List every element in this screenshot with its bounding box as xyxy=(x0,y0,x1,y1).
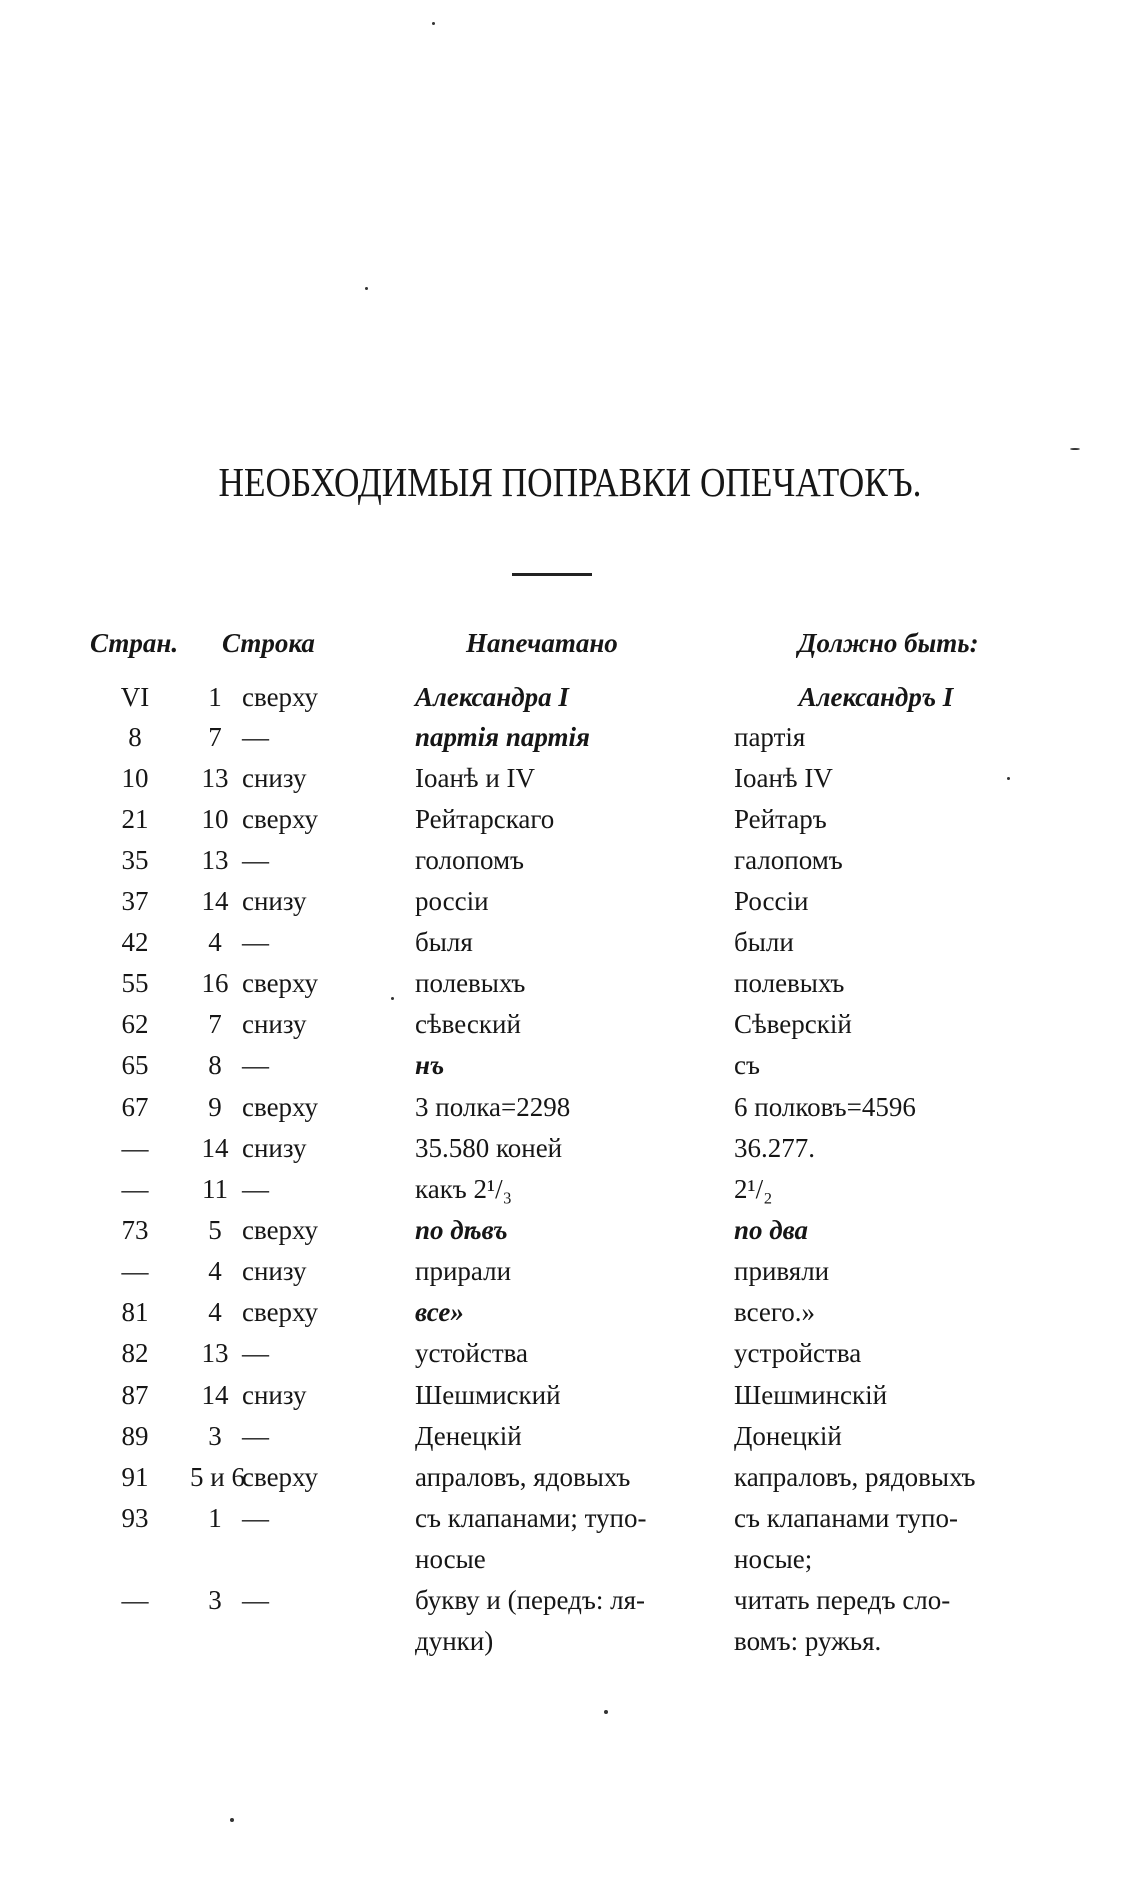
cell-page: 87 xyxy=(121,1380,149,1410)
cell-printed: полевыхъ xyxy=(415,968,526,998)
page-speck xyxy=(432,22,435,25)
cell-correct: Сѣверскій xyxy=(734,1009,852,1039)
page-speck xyxy=(1070,448,1080,450)
cell-correct: читать передъ сло- xyxy=(734,1585,951,1615)
cell-line: 5 xyxy=(208,1215,222,1245)
cell-correct: Александръ I xyxy=(798,682,954,712)
table-row xyxy=(0,1503,1140,1543)
cell-position: — xyxy=(242,1174,269,1204)
cell-line: 7 xyxy=(208,1009,222,1039)
table-row xyxy=(0,927,1140,967)
cell-printed: быля xyxy=(415,927,473,957)
table-row xyxy=(0,1256,1140,1296)
page-speck xyxy=(1007,777,1010,780)
cell-page: 21 xyxy=(121,804,149,834)
cell-printed: букву и (передъ: ля- xyxy=(415,1585,645,1615)
cell-printed: сѣвеский xyxy=(415,1009,521,1039)
cell-line: 14 xyxy=(201,1380,229,1410)
cell-printed: Рейтарскаго xyxy=(415,804,555,834)
cell-position: снизу xyxy=(242,886,307,916)
cell-line: 3 xyxy=(208,1585,222,1615)
cell-line: 16 xyxy=(201,968,229,998)
cell-position: снизу xyxy=(242,1256,307,1286)
cell-line: 1 xyxy=(208,682,222,712)
cell-page: 62 xyxy=(121,1009,149,1039)
cell-page: 65 xyxy=(121,1050,149,1080)
cell-printed: дунки) xyxy=(415,1626,494,1656)
cell-line: 10 xyxy=(201,804,229,834)
cell-page: 55 xyxy=(121,968,149,998)
cell-printed: Іоанѣ и IV xyxy=(415,763,536,793)
table-row xyxy=(0,1462,1140,1502)
cell-page: 91 xyxy=(121,1462,149,1492)
cell-printed: 3 полка=2298 xyxy=(415,1092,571,1122)
table-row xyxy=(0,1174,1140,1214)
cell-correct: съ xyxy=(734,1050,760,1080)
cell-page: — xyxy=(121,1585,149,1615)
cell-position: — xyxy=(242,1421,269,1451)
cell-printed: прирали xyxy=(415,1256,512,1286)
table-row xyxy=(0,1380,1140,1420)
cell-line: 9 xyxy=(208,1092,222,1122)
cell-correct: устройства xyxy=(734,1338,862,1368)
cell-line: 13 xyxy=(201,845,229,875)
table-row xyxy=(0,1544,1140,1584)
cell-line: 13 xyxy=(201,763,229,793)
cell-correct: привяли xyxy=(734,1256,830,1286)
cell-correct: носые; xyxy=(734,1544,813,1574)
cell-printed: устойства xyxy=(415,1338,529,1368)
cell-printed: 35.580 коней xyxy=(415,1133,563,1163)
cell-position: — xyxy=(242,722,269,752)
header-line: Строка xyxy=(222,628,315,658)
cell-position: снизу xyxy=(242,1380,307,1410)
title-rule xyxy=(512,573,592,576)
cell-correct: Рейтаръ xyxy=(734,804,827,834)
cell-correct: Россіи xyxy=(734,886,809,916)
cell-page: 67 xyxy=(121,1092,149,1122)
cell-printed: Денецкій xyxy=(415,1421,522,1451)
table-row xyxy=(0,1050,1140,1090)
cell-line: 11 xyxy=(202,1174,228,1204)
cell-line: 1 xyxy=(208,1503,222,1533)
cell-line: 7 xyxy=(208,722,222,752)
table-row xyxy=(0,763,1140,803)
cell-printed: Шешмиский xyxy=(415,1380,561,1410)
cell-printed: голопомъ xyxy=(415,845,525,875)
cell-correct: 6 полковъ=4596 xyxy=(734,1092,916,1122)
cell-line: 8 xyxy=(208,1050,222,1080)
cell-position: снизу xyxy=(242,1133,307,1163)
cell-position: сверху xyxy=(242,804,319,834)
cell-position: — xyxy=(242,845,269,875)
cell-page: 37 xyxy=(121,886,149,916)
cell-printed: съ клапанами; тупо- xyxy=(415,1503,647,1533)
table-row xyxy=(0,1297,1140,1337)
cell-line: 4 xyxy=(208,1256,222,1286)
table-row xyxy=(0,886,1140,926)
cell-page: 35 xyxy=(121,845,149,875)
cell-position: — xyxy=(242,1338,269,1368)
cell-printed: партія партія xyxy=(415,722,590,752)
page-speck xyxy=(604,1710,608,1714)
cell-position: — xyxy=(242,927,269,957)
header-correct: Должно быть: xyxy=(798,628,979,658)
cell-line: 14 xyxy=(201,886,229,916)
cell-printed: все» xyxy=(415,1297,464,1327)
table-row xyxy=(0,1421,1140,1461)
cell-position: сверху xyxy=(242,968,319,998)
cell-correct: партія xyxy=(734,722,806,752)
cell-correct: Іоанѣ IV xyxy=(734,763,833,793)
cell-printed: носые xyxy=(415,1544,486,1574)
cell-position: снизу xyxy=(242,1009,307,1039)
page-speck xyxy=(230,1818,234,1822)
table-row xyxy=(0,1092,1140,1132)
page-title: НЕОБХОДИМЫЯ ПОПРАВКИ ОПЕЧАТОКЪ. xyxy=(218,459,922,505)
cell-position: сверху xyxy=(242,1215,319,1245)
table-row xyxy=(0,1626,1140,1666)
cell-position: — xyxy=(242,1503,269,1533)
table-row xyxy=(0,1585,1140,1625)
cell-position: — xyxy=(242,1050,269,1080)
cell-page: 81 xyxy=(121,1297,149,1327)
cell-correct: 2¹/₂ xyxy=(734,1174,773,1204)
cell-line: 3 xyxy=(208,1421,222,1451)
cell-correct: были xyxy=(734,927,794,957)
cell-line: 14 xyxy=(201,1133,229,1163)
cell-position: сверху xyxy=(242,1297,319,1327)
cell-line: 13 xyxy=(201,1338,229,1368)
cell-page: 42 xyxy=(121,927,149,957)
table-row xyxy=(0,968,1140,1008)
page-speck xyxy=(365,287,368,290)
cell-page: 89 xyxy=(121,1421,149,1451)
table-row xyxy=(0,682,1140,722)
cell-page: 73 xyxy=(121,1215,149,1245)
cell-line: 4 xyxy=(208,1297,222,1327)
cell-correct: по два xyxy=(734,1215,809,1245)
cell-page: 10 xyxy=(121,763,149,793)
cell-line: 4 xyxy=(208,927,222,957)
table-row xyxy=(0,845,1140,885)
cell-page: 82 xyxy=(121,1338,149,1368)
cell-correct: 36.277. xyxy=(734,1133,815,1163)
table-row xyxy=(0,1338,1140,1378)
cell-position: снизу xyxy=(242,763,307,793)
cell-printed: апраловъ, ядовыхъ xyxy=(415,1462,631,1492)
cell-page: — xyxy=(121,1133,149,1163)
cell-position: сверху xyxy=(242,1092,319,1122)
table-row xyxy=(0,722,1140,762)
cell-correct: галопомъ xyxy=(734,845,843,875)
cell-printed: Александра I xyxy=(415,682,569,712)
cell-page: VI xyxy=(120,682,150,712)
cell-printed: какъ 2¹/₃ xyxy=(415,1174,513,1204)
table-row xyxy=(0,1215,1140,1255)
page-speck xyxy=(391,997,394,1000)
cell-line: 5 и 6 xyxy=(190,1462,245,1492)
cell-correct: Шешминскій xyxy=(734,1380,888,1410)
cell-correct: вомъ: ружья. xyxy=(734,1626,882,1656)
table-row xyxy=(0,1009,1140,1049)
cell-correct: съ клапанами тупо- xyxy=(734,1503,958,1533)
cell-printed: по дѣвъ xyxy=(415,1215,508,1245)
cell-page: 93 xyxy=(121,1503,149,1533)
cell-position: — xyxy=(242,1585,269,1615)
cell-position: сверху xyxy=(242,1462,319,1492)
table-row xyxy=(0,1133,1140,1173)
cell-page: — xyxy=(121,1256,149,1286)
header-printed: Напечатано xyxy=(466,628,618,658)
table-row xyxy=(0,804,1140,844)
cell-position: сверху xyxy=(242,682,319,712)
cell-correct: всего.» xyxy=(734,1297,816,1327)
cell-correct: капраловъ, рядовыхъ xyxy=(734,1462,976,1492)
cell-printed: нъ xyxy=(415,1050,445,1080)
cell-printed: россіи xyxy=(415,886,489,916)
cell-page: — xyxy=(121,1174,149,1204)
cell-correct: Донецкій xyxy=(734,1421,842,1451)
cell-page: 8 xyxy=(128,722,142,752)
cell-correct: полевыхъ xyxy=(734,968,845,998)
header-page: Стран. xyxy=(90,628,179,658)
